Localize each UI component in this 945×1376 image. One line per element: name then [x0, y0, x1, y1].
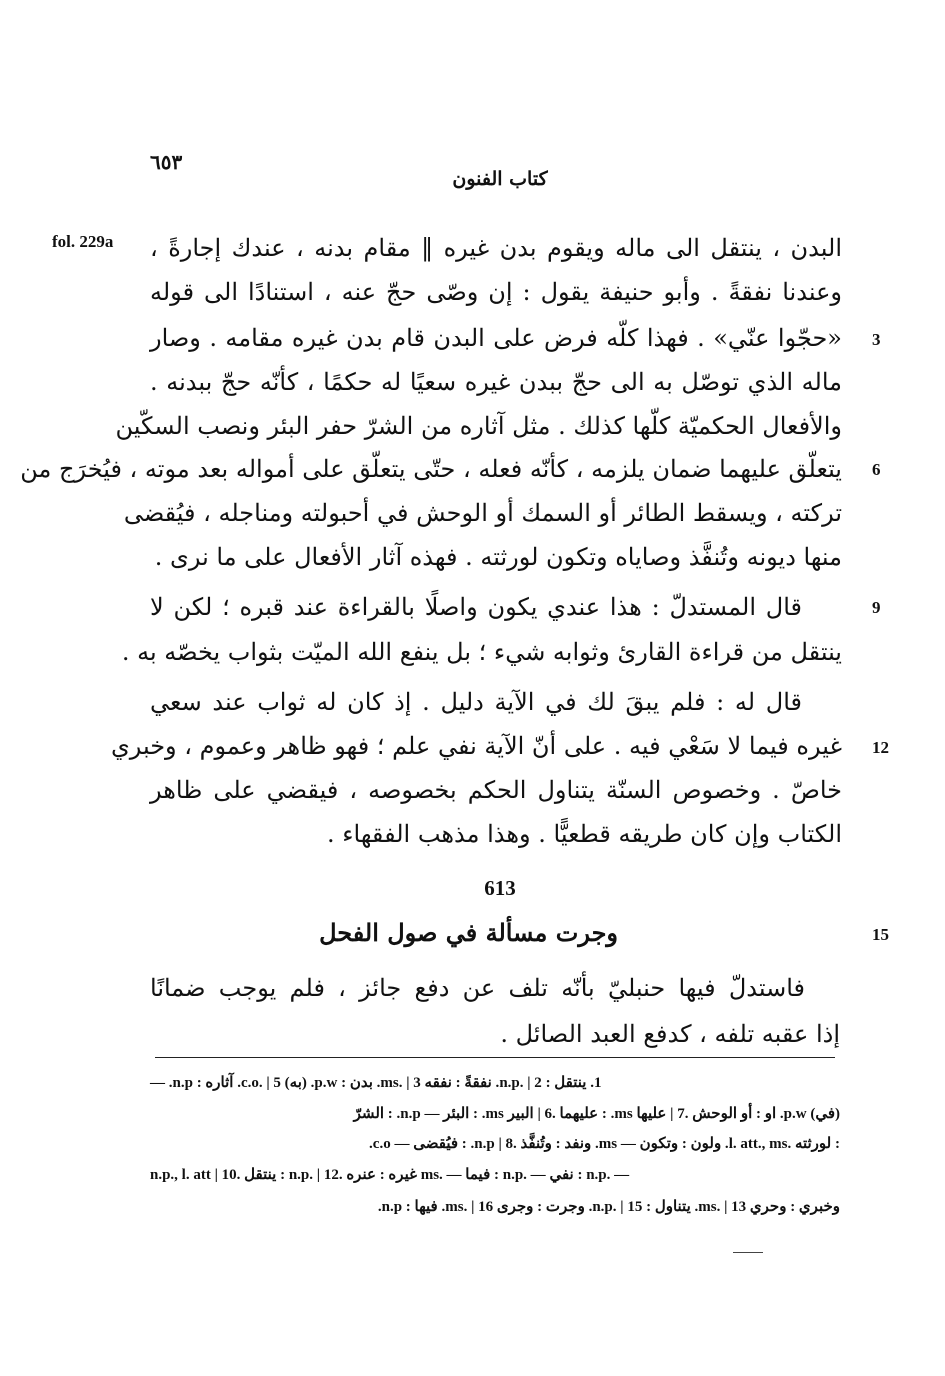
running-head: كتاب الفنون	[452, 168, 548, 190]
footnote-line: وخبري : وحري ms. | 13. يتناول : n.p. | 15. وجرت : وجرى ms. | 16. فيها : n.p.	[377, 1199, 840, 1215]
text-line: البدن ، ينتقل الى ماله ويقوم بدن غيره ‖ مقام بدنه ، عندك إجارةً ،	[150, 234, 842, 262]
line-number: 6	[872, 460, 881, 479]
text-line: غيره فيما لا سَعْي فيه . على أنّ الآية نفي علم ؛ فهو ظاهر وعموم ، وخبري	[110, 732, 842, 760]
page-number: ٦٥٣	[150, 150, 183, 174]
line-number: 9	[872, 598, 881, 617]
text-line: «حجّوا عنّي» . فهذا كلّه فرض على البدن قام بدن غيره مقامه . وصار	[150, 324, 842, 352]
text-line: وعندنا نفقةً . وأبو حنيفة يقول : إن وصّى حجّ عنه ، استنادًا الى قوله	[150, 278, 842, 306]
text-line: قال المستدلّ : هذا عندي يكون واصلًا بالقراءة عند قبره ؛ لكن لا	[150, 593, 802, 621]
text-line: إذا عقبه تلفه ، كدفع العبد الصائل .	[500, 1020, 840, 1048]
folio-marker: fol. 229a	[52, 232, 114, 251]
text-line: ينتقل من قراءة القارئ وثوابه شيء ؛ بل ينفع الله الميّت بثواب يخصّه به .	[121, 638, 842, 666]
text-line: منها ديونه وتُنفَّذ وصاياه وتكون لورثته . فهذه آثار الأفعال على ما نرى .	[154, 543, 842, 571]
text-line: فاستدلّ فيها حنبليّ بأنّه تلف عن دفع جائز ، فلم يوجب ضمانًا	[150, 974, 805, 1002]
text-line: ماله الذي توصّل به الى حجّ ببدن غيره سعيًا له حكمًا ، كأنّه حجّ ببدنه .	[150, 368, 842, 396]
text-line: والأفعال الحكميّة كلّها كذلك . مثل آثاره من الشرّ حفر البئر ونصب السكّين	[115, 412, 842, 440]
line-number: 15	[872, 925, 889, 944]
line-number: 3	[872, 330, 881, 349]
footnote-line: : لورثته .l. att., ms. ولون : وتكون — ms. ونفد : وتُنفَّذ .8 | n.p. : فيُقضى — c.o.	[369, 1136, 840, 1152]
footnote-line: 1. ينتقل : n.p. | 2. نفقةً : نفقه ms. | 3. بدن : p.w. (به) c.o. | 5. آثاره : n.p. —	[150, 1075, 602, 1091]
line-number: 12	[872, 738, 889, 757]
footnote-line: (في) p.w. او : أو الوحش .7 | عليها ms. : عليهما .6 | البير ms. : البئر — n.p. : الشرّ	[353, 1106, 840, 1122]
section-number: 613	[484, 876, 516, 900]
text-line: يتعلّق عليهما ضمان يلزمه ، كأنّه فعله ، حتّى يتعلّق على أمواله بعد موته ، فيُخرَج من	[20, 455, 842, 483]
footnote-line: n.p., l. att | 10. ينتقل : n.p. | 12. غيره : عنره ms. — فيما : n.p. — نفي : n.p. —	[150, 1167, 630, 1183]
page-mark	[733, 1252, 763, 1253]
section-title: وجرت مسألة في صول الفحل	[319, 918, 618, 947]
text-line: خاصّ . وخصوص السنّة يتناول الحكم بخصوصه ، فيقضي على ظاهر	[150, 776, 842, 804]
text-line: قال له : فلم يبقَ لك في الآية دليل . إذ كان له ثواب عند سعي	[150, 688, 802, 716]
footnote-rule	[155, 1057, 835, 1058]
text-line: تركته ، ويسقط الطائر أو السمك أو الوحش في أحبولته ومناجله ، فيُقضى	[123, 499, 842, 527]
text-line: الكتاب وإن كان طريقه قطعيًّا . وهذا مذهب الفقهاء .	[327, 820, 842, 848]
